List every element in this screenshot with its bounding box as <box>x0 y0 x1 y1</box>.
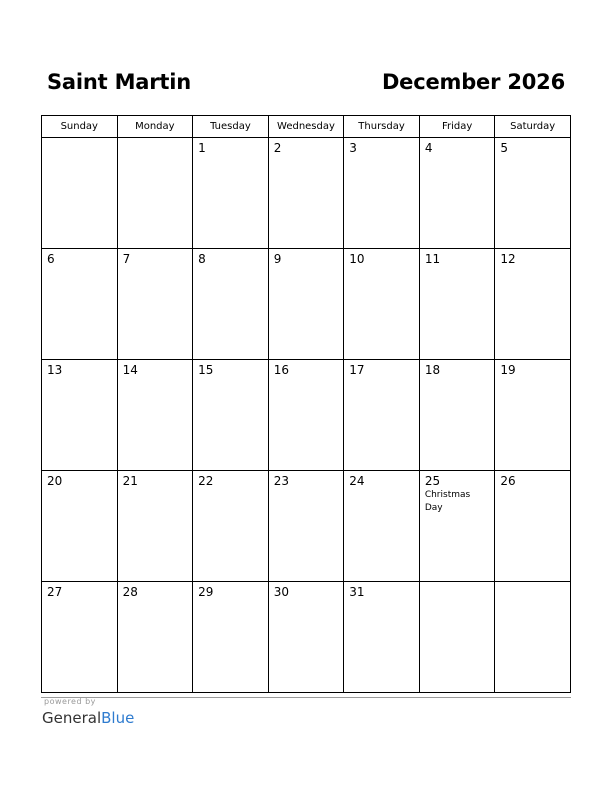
day-cell <box>42 471 118 582</box>
day-number: 11 <box>424 252 441 266</box>
calendar-grid <box>41 115 571 693</box>
weekday-saturday: Saturday <box>495 116 571 138</box>
month-year-title: December 2026 <box>381 70 565 94</box>
generalblue-logo <box>42 709 134 727</box>
day-cell <box>268 360 344 471</box>
day-number: 18 <box>424 363 441 377</box>
day-cell <box>117 582 193 693</box>
day-number: 6 <box>47 252 55 266</box>
footer-divider <box>41 697 571 698</box>
day-number: 5 <box>500 141 509 155</box>
day-number: 21 <box>122 474 138 488</box>
day-cell <box>268 138 344 249</box>
day-number: 22 <box>198 474 214 488</box>
day-cell <box>42 582 118 693</box>
weekday-wednesday: Wednesday <box>268 116 344 138</box>
day-cell <box>344 138 420 249</box>
day-number: 23 <box>273 474 289 488</box>
day-cell <box>419 360 495 471</box>
day-cell <box>193 360 269 471</box>
weekday-tuesday: Tuesday <box>193 116 269 138</box>
day-cell <box>268 471 344 582</box>
day-cell <box>344 582 420 693</box>
brand-blue: Blue <box>101 709 135 727</box>
day-number: 31 <box>349 585 365 599</box>
day-number: 10 <box>349 252 365 266</box>
day-cell <box>495 582 571 693</box>
day-cell <box>193 582 269 693</box>
day-number: 30 <box>273 585 289 599</box>
calendar-body <box>42 138 571 693</box>
day-cell <box>117 138 193 249</box>
day-cell <box>42 249 118 360</box>
day-number: 24 <box>349 474 365 488</box>
day-cell <box>419 582 495 693</box>
brand-general: General <box>42 709 102 727</box>
day-number: 28 <box>122 585 138 599</box>
day-number: 8 <box>198 252 206 266</box>
day-cell <box>344 249 420 360</box>
day-cell <box>42 138 118 249</box>
week-row <box>42 582 571 693</box>
day-number: 4 <box>424 141 433 155</box>
day-cell <box>419 471 495 582</box>
day-number: 9 <box>273 252 282 266</box>
weekday-thursday: Thursday <box>344 116 420 138</box>
day-number: 7 <box>122 252 131 266</box>
weekday-friday: Friday <box>419 116 495 138</box>
day-number: 16 <box>273 363 289 377</box>
country-title: Saint Martin <box>47 70 192 94</box>
day-cell <box>419 138 495 249</box>
day-cell <box>419 249 495 360</box>
day-cell <box>268 249 344 360</box>
week-row <box>42 471 571 582</box>
day-cell <box>42 360 118 471</box>
day-number: 2 <box>273 141 282 155</box>
day-cell <box>344 360 420 471</box>
week-row <box>42 249 571 360</box>
day-number: 29 <box>198 585 214 599</box>
week-row <box>42 138 571 249</box>
day-number: 19 <box>500 363 516 377</box>
day-number: 15 <box>198 363 214 377</box>
day-cell <box>117 360 193 471</box>
day-number: 14 <box>122 363 138 377</box>
day-number: 1 <box>198 141 206 155</box>
powered-by-text: powered by <box>44 697 96 706</box>
day-cell <box>193 138 269 249</box>
day-cell <box>344 471 420 582</box>
day-number: 17 <box>349 363 365 377</box>
day-cell <box>495 138 571 249</box>
day-cell <box>495 360 571 471</box>
day-number: 12 <box>500 252 516 266</box>
day-cell <box>193 249 269 360</box>
weekday-header-row <box>42 116 571 138</box>
day-cell <box>268 582 344 693</box>
day-number: 13 <box>47 363 63 377</box>
day-cell <box>117 471 193 582</box>
day-cell <box>495 249 571 360</box>
day-cell <box>495 471 571 582</box>
weekday-monday: Monday <box>117 116 193 138</box>
day-cell <box>117 249 193 360</box>
day-number: 26 <box>500 474 516 488</box>
holiday-label: Christmas Day <box>424 490 471 513</box>
day-cell <box>193 471 269 582</box>
day-number: 20 <box>47 474 63 488</box>
day-number: 25 <box>424 474 441 488</box>
week-row <box>42 360 571 471</box>
weekday-sunday: Sunday <box>42 116 118 138</box>
day-number: 3 <box>349 141 357 155</box>
day-number: 27 <box>47 585 63 599</box>
